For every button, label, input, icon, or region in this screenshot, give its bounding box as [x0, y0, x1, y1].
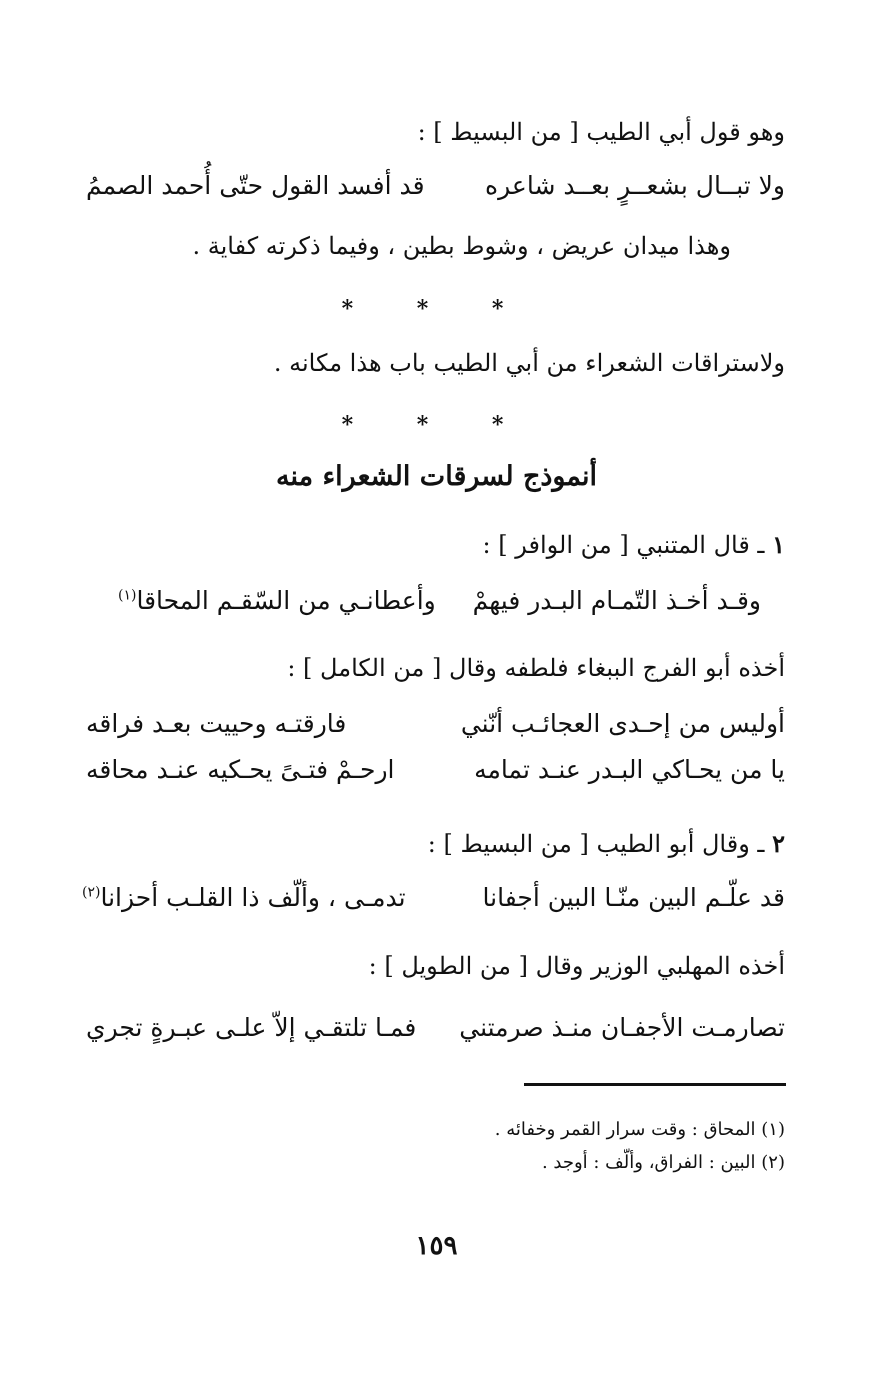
footnote-marker: (١) [118, 587, 137, 604]
hemistich-text: تدمـى ، وألّف ذا القلـب أحزانا [100, 883, 406, 912]
page-number: ١٥٩ [415, 1231, 458, 1261]
verse-1-second-hemistich: قد أفسد القول حتّى أُحمد الصممُ [86, 171, 425, 200]
verse-second-hemistich: ارحـمْ فتـىً يحـكيه عنـد محاقه [86, 755, 395, 784]
section-heading: أنموذج لسرقات الشعراء منه [275, 461, 597, 492]
verse-first-hemistich: تصارمـت الأجفـان منـذ صرمتني [459, 1013, 785, 1042]
item-1-intro [483, 527, 785, 563]
verse-first-hemistich: قد علّـم البين منّـا البين أجفانا [482, 883, 785, 912]
item-intro-text: ـ وقال أبو الطيب [ من البسيط ] : [427, 830, 765, 858]
section-separator: * * * [341, 412, 532, 438]
item-intro-text: ـ قال المتنبي [ من الوافر ] : [482, 531, 765, 559]
footnote-divider [524, 1083, 786, 1086]
verse-second-hemistich [82, 880, 406, 916]
intro-line [418, 114, 785, 150]
verse-second-hemistich: فمـا تلتقـي إلاّ علـى عبـرةٍ تجري [86, 1013, 417, 1042]
attribution-line: أخذه أبو الفرج الببغاء فلطفه وقال [ من الكامل ] : [287, 654, 785, 682]
footnote-1: (١) المحاق : وقت سرار القمر وخفائه . [494, 1119, 785, 1140]
footnote-2: (٢) البين : الفراق، وألّف : أوجد . [541, 1152, 785, 1173]
verse-second-hemistich [118, 583, 436, 619]
verse-first-hemistich: أوليس من إحـدى العجائـب أنّني [460, 709, 785, 738]
hemistich-text: وأعطانـي من السّقـم المحاقا [136, 586, 436, 615]
verse-1-first-hemistich: ولا تبــال بشعــرٍ بعــد شاعره [485, 171, 785, 200]
verse-second-hemistich: فارقتـه وحييت بعـد فراقه [86, 709, 347, 738]
verse-first-hemistich: يا من يحـاكي البـدر عنـد تمامه [474, 755, 785, 784]
verse-first-hemistich: وقـد أخـذ التّمـام البـدر فيهمْ [472, 586, 761, 615]
prose-paragraph: وهذا ميدان عريض ، وشوط بطين ، وفيما ذكرته كفاية . [192, 232, 731, 260]
item-number: ٢ [772, 829, 785, 858]
section-separator: * * * [341, 296, 532, 322]
prose-paragraph: ولاستراقات الشعراء من أبي الطيب باب هذا مكانه . [273, 349, 785, 377]
attribution-line: أخذه المهلبي الوزير وقال [ من الطويل ] : [368, 952, 785, 980]
item-number: ١ [772, 530, 785, 559]
footnote-marker: (٢) [82, 884, 101, 901]
intro-text: وهو قول أبي الطيب [ من البسيط ] : [417, 118, 785, 146]
item-2-intro [428, 826, 785, 862]
